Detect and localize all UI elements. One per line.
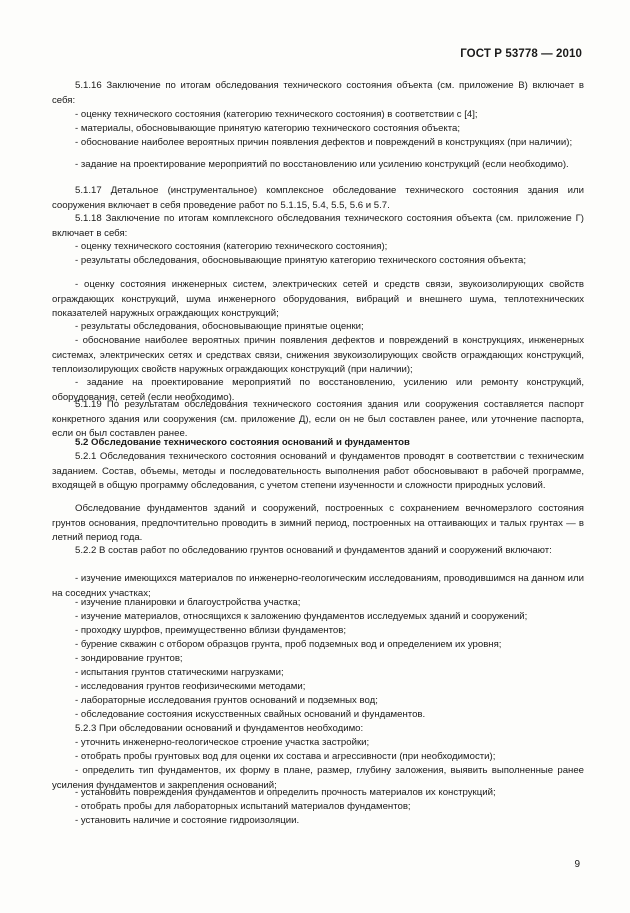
list-item: - отобрать пробы для лабораторных испытаний материалов фундаментов; bbox=[75, 801, 411, 812]
list-item: - уточнить инженерно-геологическое строение участка застройки; bbox=[75, 737, 370, 748]
list-item: - результаты обследования, обосновывающие принятую категорию технического состояния объекта; bbox=[75, 255, 527, 266]
list-item: - изучение имеющихся материалов по инженерно-геологическим исследованиям, проводившимся на данном или на соседних участках; bbox=[52, 573, 584, 599]
list-item: - испытания грунтов статическими нагрузками; bbox=[75, 667, 284, 678]
page-number: 9 bbox=[574, 859, 580, 870]
list-item: - задание на проектирование мероприятий по восстановлению, усилению или ремонту конструкций, оборудования, сетей (если необходимо). bbox=[52, 377, 584, 403]
list-item: - материалы, обосновывающие принятую категорию технического состояния объекта; bbox=[75, 123, 461, 134]
list-item: - изучение планировки и благоустройства участка; bbox=[75, 597, 301, 608]
list-item: - обоснование наиболее вероятных причин появления дефектов и повреждений в конструкциях, инженерных системах, электрических сетях и средствах связи, снижения звукоизолирующих свойств ограждающих конструкций, теплоизолирующих свойств наружных ограждающих конструкций (при наличии); bbox=[52, 335, 584, 375]
paragraph: 5.1.16 Заключение по итогам обследования технического состояния объекта (см. приложение В) включает в себя: bbox=[52, 80, 584, 106]
standard-header: ГОСТ Р 53778 — 2010 bbox=[460, 48, 582, 60]
list-item: - оценку технического состояния (категорию технического состояния); bbox=[75, 241, 388, 252]
list-item: - установить повреждения фундаментов и определить прочность материалов их конструкций; bbox=[75, 787, 496, 798]
list-item: - зондирование грунтов; bbox=[75, 653, 183, 664]
list-item: - изучение материалов, относящихся к заложению фундаментов исследуемых зданий и сооружений; bbox=[75, 611, 528, 622]
list-item: - лабораторные исследования грунтов оснований и подземных вод; bbox=[75, 695, 378, 706]
list-item: - проходку шурфов, преимущественно вблизи фундаментов; bbox=[75, 625, 346, 636]
list-item: - бурение скважин с отбором образцов грунта, проб подземных вод и определением их уровня; bbox=[75, 639, 502, 650]
paragraph: 5.2.1 Обследования технического состояния оснований и фундаментов проводят в соответствии с техническим заданием. Состав, объемы, методы и последовательность выполнения работ обосновывают в рабочей программе, входящей в общую программу обследования, с учетом степени изученности и сложности природных условий. bbox=[52, 451, 584, 491]
list-item: - обоснование наиболее вероятных причин появления дефектов и повреждений в конструкциях (при наличии); bbox=[75, 137, 573, 148]
paragraph: 5.1.19 По результатам обследования технического состояния здания или сооружения составляется паспорт конкретного здания или сооружения (см. приложение Д), если он не был составлен ранее, или уточнение паспорта, если он был составлен ранее. bbox=[52, 399, 584, 439]
list-item: - оценку технического состояния (категорию технического состояния) в соответствии с [4]; bbox=[75, 109, 478, 120]
list-item: - оценку состояния инженерных систем, электрических сетей и средств связи, звукоизолирующих свойств ограждающих конструкций, шума инженерного оборудования, вибраций и внешнего шума, теплотехнических показателей наружных ограждающих конструкций; bbox=[52, 279, 584, 319]
list-item: - результаты обследования, обосновывающие принятые оценки; bbox=[75, 321, 364, 332]
list-item: - отобрать пробы грунтовых вод для оценки их состава и агрессивности (при необходимости); bbox=[75, 751, 496, 762]
list-item: - исследования грунтов геофизическими методами; bbox=[75, 681, 306, 692]
list-item: - определить тип фундаментов, их форму в плане, размер, глубину заложения, выявить выполненные ранее усиления фундаментов и закрепления оснований; bbox=[52, 765, 584, 791]
paragraph: 5.2.2 В состав работ по обследованию грунтов оснований и фундаментов зданий и сооружений включают: bbox=[75, 545, 552, 556]
paragraph: 5.1.17 Детальное (инструментальное) комплексное обследование технического состояния здания или сооружения включает в себя проведение работ по 5.1.15, 5.4, 5.5, 5.6 и 5.7. bbox=[52, 185, 584, 211]
list-item: - задание на проектирование мероприятий по восстановлению или усилению конструкций (если необходимо). bbox=[75, 159, 569, 170]
list-item: - обследование состояния искусственных свайных оснований и фундаментов. bbox=[75, 709, 426, 720]
section-heading: 5.2 Обследование технического состояния оснований и фундаментов bbox=[75, 437, 410, 448]
paragraph: 5.2.3 При обследовании оснований и фундаментов необходимо: bbox=[75, 723, 364, 734]
paragraph: 5.1.18 Заключение по итогам комплексного обследования технического состояния объекта (см. приложение Г) включает в себя: bbox=[52, 213, 584, 239]
paragraph: Обследование фундаментов зданий и сооружений, построенных с сохранением вечномерзлого состояния грунтов основания, предпочтительно проводить в зимний период, построенных на оттаивающих и талых грунтах — в летний период года. bbox=[52, 503, 584, 543]
list-item: - установить наличие и состояние гидроизоляции. bbox=[75, 815, 300, 826]
